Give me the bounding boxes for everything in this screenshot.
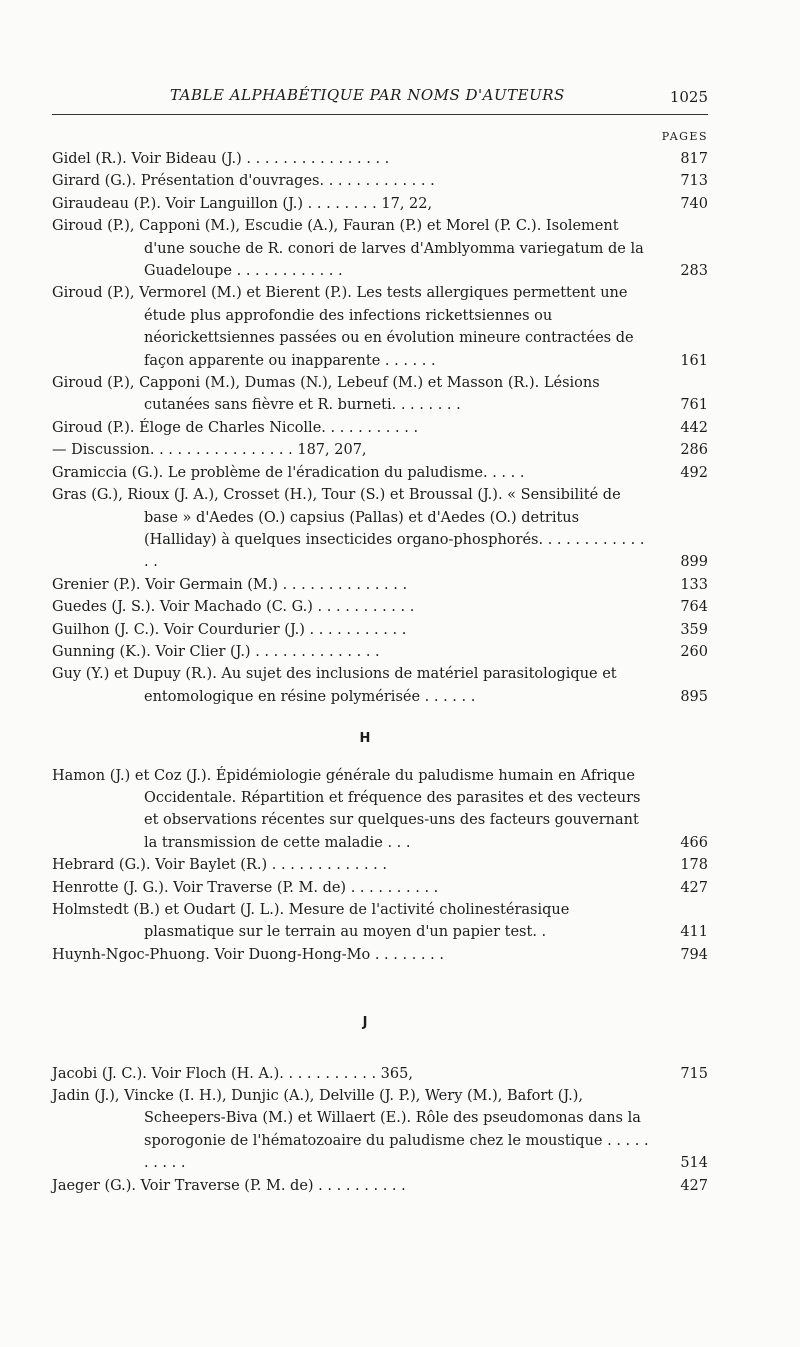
index-entry <box>52 1175 708 1197</box>
index-entry <box>52 439 708 461</box>
entry-page-number: 359 <box>680 621 708 638</box>
section-spacer <box>52 1035 708 1063</box>
entry-page-number: 260 <box>680 643 708 660</box>
entry-page-number: 178 <box>680 857 708 874</box>
entry-page-number: 794 <box>680 946 708 963</box>
entry-page-number: 286 <box>680 442 708 459</box>
entry-text: Giroud (P.). Éloge de Charles Nicolle. . . . . . . . . . . <box>52 419 419 436</box>
section-letter: J <box>362 1015 368 1031</box>
index-entry <box>52 462 708 484</box>
entry-text: — Discussion. . . . . . . . . . . . . . . . 187, 207, <box>52 442 367 459</box>
index-entry <box>52 854 708 876</box>
entry-page-number: 764 <box>680 599 708 616</box>
index-entry <box>52 619 708 641</box>
entry-text: Jadin (J.), Vincke (I. H.), Dunjic (A.), Delville (J. P.), Wery (M.), Bafort (J.), Scheepers-Biva (M.) et Willaert (E.). Rôle des pseudomonas dans la sporogonie de l'hématozoaire du paludisme chez le moustique . . . . . . . . . . <box>52 1088 649 1172</box>
index-entry <box>52 417 708 439</box>
entry-page-number: 133 <box>680 576 708 593</box>
page-header <box>52 84 708 115</box>
entry-text: Hebrard (G.). Voir Baylet (R.) . . . . . . . . . . . . . <box>52 857 387 874</box>
entry-text: Giraudeau (P.). Voir Languillon (J.) . . . . . . . . 17, 22, <box>52 195 433 212</box>
index-entry <box>52 215 708 282</box>
entry-text: Guy (Y.) et Dupuy (R.). Au sujet des inclusions de matériel parasitologique et entomologique en résine polymérisée . . . . . . <box>52 666 617 705</box>
entry-page-number: 411 <box>680 924 708 941</box>
page-number: 1025 <box>669 88 708 106</box>
entry-text: Holmstedt (B.) et Oudart (J. L.). Mesure de l'activité cholinestérasique plasmatique sur le terrain au moyen d'un papier test. . <box>52 902 570 941</box>
running-title: TABLE ALPHABÉTIQUE PAR NOMS D'AUTEURS <box>170 86 565 104</box>
entry-text: Giroud (P.), Vermorel (M.) et Bierent (P.). Les tests allergiques permettent une étude plus approfondie des infections rickettsiennes ou néorickettsiennes passées ou en évolution mineure contractées de façon apparente ou inapparente . . . . . . <box>52 285 634 369</box>
index-entry <box>52 574 708 596</box>
entry-page-number: 817 <box>680 151 708 167</box>
index-entry <box>52 1063 708 1085</box>
entry-page-number: 514 <box>680 1155 708 1172</box>
index-entry <box>52 282 708 372</box>
section-spacer <box>52 751 708 765</box>
index-entry <box>52 372 708 417</box>
entry-text: Guedes (J. S.). Voir Machado (C. G.) . . . . . . . . . . . <box>52 599 415 616</box>
pages-column-label: PAGES <box>661 130 708 143</box>
entry-text: Jaeger (G.). Voir Traverse (P. M. de) . . . . . . . . . . <box>52 1177 406 1194</box>
entry-text: Girard (G.). Présentation d'ouvrages. . . . . . . . . . . . . <box>52 173 435 190</box>
entry-page-number: 442 <box>680 419 708 436</box>
entry-page-number: 740 <box>680 195 708 212</box>
section-spacer <box>52 708 708 728</box>
entry-page-number: 899 <box>680 554 708 571</box>
entry-page-number: 715 <box>680 1065 708 1082</box>
index-entry <box>52 1085 708 1175</box>
index-entry <box>52 484 708 574</box>
entry-page-number: 466 <box>680 834 708 851</box>
entry-page-number: 161 <box>680 352 708 369</box>
entry-text: Grenier (P.). Voir Germain (M.) . . . . . . . . . . . . . . <box>52 576 408 593</box>
section-spacer <box>52 966 708 1012</box>
index-entry <box>52 877 708 899</box>
entry-text: Gramiccia (G.). Le problème de l'éradication du paludisme. . . . . <box>52 464 525 481</box>
entry-page-number: 427 <box>680 879 708 896</box>
index-entry <box>52 193 708 215</box>
entry-page-number: 761 <box>680 397 708 414</box>
entry-text: Huynh-Ngoc-Phuong. Voir Duong-Hong-Mo . . . . . . . . <box>52 946 444 963</box>
entry-page-number: 713 <box>680 173 708 190</box>
entry-text: Guilhon (J. C.). Voir Courdurier (J.) . . . . . . . . . . . <box>52 621 407 638</box>
entry-text: Henrotte (J. G.). Voir Traverse (P. M. de) . . . . . . . . . . <box>52 879 439 896</box>
index-entry <box>52 148 708 170</box>
author-index <box>52 148 708 1197</box>
entry-text: Jacobi (J. C.). Voir Floch (H. A.). . . . . . . . . . . 365, <box>52 1065 413 1082</box>
index-entry <box>52 641 708 663</box>
entry-page-number: 895 <box>680 688 708 705</box>
index-entry <box>52 944 708 966</box>
section-letter: H <box>359 731 371 747</box>
entry-text: Gidel (R.). Voir Bideau (J.) . . . . . . . . . . . . . . . . <box>52 151 390 167</box>
entry-text: Hamon (J.) et Coz (J.). Épidémiologie générale du paludisme humain en Afrique Occidentale. Répartition et fréquence des parasites et des vecteurs et observations récentes sur quelques-uns des facteurs gouvernant la transmission de cette maladie . . . <box>52 767 641 851</box>
index-entry <box>52 765 708 855</box>
entry-page-number: 427 <box>680 1177 708 1194</box>
index-entry <box>52 596 708 618</box>
entry-text: Gunning (K.). Voir Clier (J.) . . . . . . . . . . . . . . <box>52 643 380 660</box>
entry-page-number: 283 <box>680 263 708 280</box>
entry-page-number: 492 <box>680 464 708 481</box>
entry-text: Gras (G.), Rioux (J. A.), Crosset (H.), Tour (S.) et Broussal (J.). « Sensibilité de base » d'Aedes (O.) capsius (Pallas) et d'Aedes (O.) detritus (Halliday) à quelques insecticides organo-phosphorés. . . . . . . . . . . . . . <box>52 487 645 571</box>
entry-text: Giroud (P.), Capponi (M.), Escudie (A.), Fauran (P.) et Morel (P. C.). Isolement d'une souche de R. conori de larves d'Amblyomma variegatum de la Guadeloupe . . . . . . . . . . . . <box>52 218 644 280</box>
index-entry <box>52 899 708 944</box>
index-entry <box>52 170 708 192</box>
index-entry <box>52 663 708 708</box>
entry-text: Giroud (P.), Capponi (M.), Dumas (N.), Lebeuf (M.) et Masson (R.). Lésions cutanées sans fièvre et R. burneti. . . . . . . . <box>52 375 600 414</box>
